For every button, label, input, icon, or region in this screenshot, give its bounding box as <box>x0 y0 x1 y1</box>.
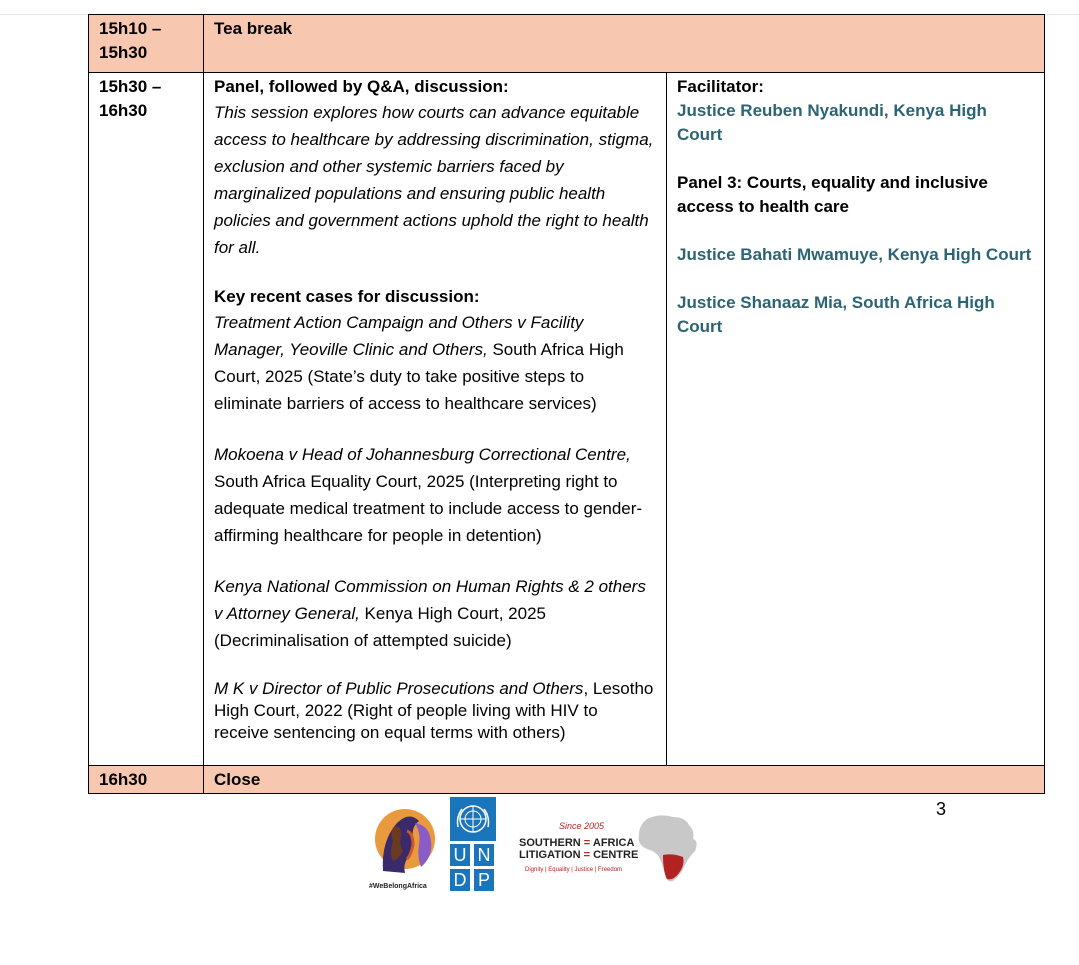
table-row-panel <box>89 73 1045 766</box>
time-cell <box>89 15 204 73</box>
salc-logo <box>515 809 705 889</box>
webelong-hashtag: #WeBelongAfrica <box>369 883 427 890</box>
undp-letter: U <box>450 844 470 866</box>
footer-logos <box>355 795 705 895</box>
case-detail: Kenya High Court, 2025 (Decriminalisation of attempted suicide) <box>214 604 546 650</box>
undp-letter: P <box>474 869 494 891</box>
session-cell <box>204 15 1045 73</box>
page-number: 3 <box>936 799 947 819</box>
webelongafrica-logo <box>363 801 443 895</box>
case-item <box>214 309 656 417</box>
time-start: 15h30 – <box>99 77 162 96</box>
speakers-cell <box>667 73 1045 766</box>
case-name: Kenya National Commission on Human Rights & 2 others v Attorney General, <box>214 577 646 623</box>
salc-since: Since 2005 <box>559 821 605 831</box>
facilitator-label: Facilitator: <box>677 77 764 96</box>
africa-map-icon <box>633 811 703 885</box>
page-top-edge <box>0 0 1079 15</box>
session-description: This session explores how courts can advance equitable access to healthcare by addressing discrimination, stigma, exclusion and other systemic barriers faced by marginalized populations and ensuring public health policies and government actions uphold the right to health for all. <box>214 103 654 257</box>
time-cell <box>89 73 204 766</box>
case-detail: South Africa Equality Court, 2025 (Interpreting right to adequate medical treatment to include access to gender-affirming healthcare for people in detention) <box>214 472 643 545</box>
time-end: 15h30 <box>99 43 148 62</box>
table-row-tea-break <box>89 15 1045 73</box>
case-item <box>214 441 656 549</box>
cases-heading: Key recent cases for discussion: <box>214 287 480 306</box>
panelist: Justice Shanaaz Mia, South Africa High Court <box>677 293 995 336</box>
salc-name-line1: SOUTHERN = AFRICA <box>519 837 635 849</box>
case-item <box>214 573 656 654</box>
table-row-close <box>89 766 1045 794</box>
case-name: Treatment Action Campaign and Others v Facility Manager, Yeoville Clinic and Others, <box>214 313 584 359</box>
time-value: 16h30 <box>99 770 148 789</box>
time-start: 15h10 – <box>99 19 162 38</box>
case-detail: South Africa High Court, 2025 (State’s duty to take positive steps to eliminate barriers of access to healthcare services) <box>214 340 624 413</box>
case-item <box>214 678 656 744</box>
salc-tagline: Dignity | Equality | Justice | Freedom <box>525 867 623 873</box>
undp-letter: N <box>474 844 494 866</box>
facilitator-name: Justice Reuben Nyakundi, Kenya High Court <box>677 101 987 144</box>
session-title: Panel, followed by Q&A, discussion: <box>214 77 509 96</box>
salc-name-line2: LITIGATION = CENTRE <box>519 849 639 861</box>
case-detail: , Lesotho High Court, 2022 (Right of people living with HIV to receive sentencing on equal terms with others) <box>214 679 654 742</box>
case-name: Mokoena v Head of Johannesburg Correctional Centre, <box>214 445 631 464</box>
panelist: Justice Bahati Mwamuye, Kenya High Court <box>677 245 1032 264</box>
case-name: M K v Director of Public Prosecutions and Others <box>214 679 584 698</box>
undp-logo <box>450 797 496 895</box>
undp-letter: D <box>450 869 470 891</box>
time-end: 16h30 <box>99 101 148 120</box>
session-title: Close <box>214 770 261 789</box>
un-emblem-icon <box>450 797 496 841</box>
panel-title: Panel 3: Courts, equality and inclusive access to health care <box>677 173 988 216</box>
session-title: Tea break <box>214 19 293 38</box>
profile-faces-icon <box>363 801 443 881</box>
session-cell <box>204 73 667 766</box>
time-cell <box>89 766 204 794</box>
agenda-table <box>88 14 1045 794</box>
session-cell <box>204 766 1045 794</box>
